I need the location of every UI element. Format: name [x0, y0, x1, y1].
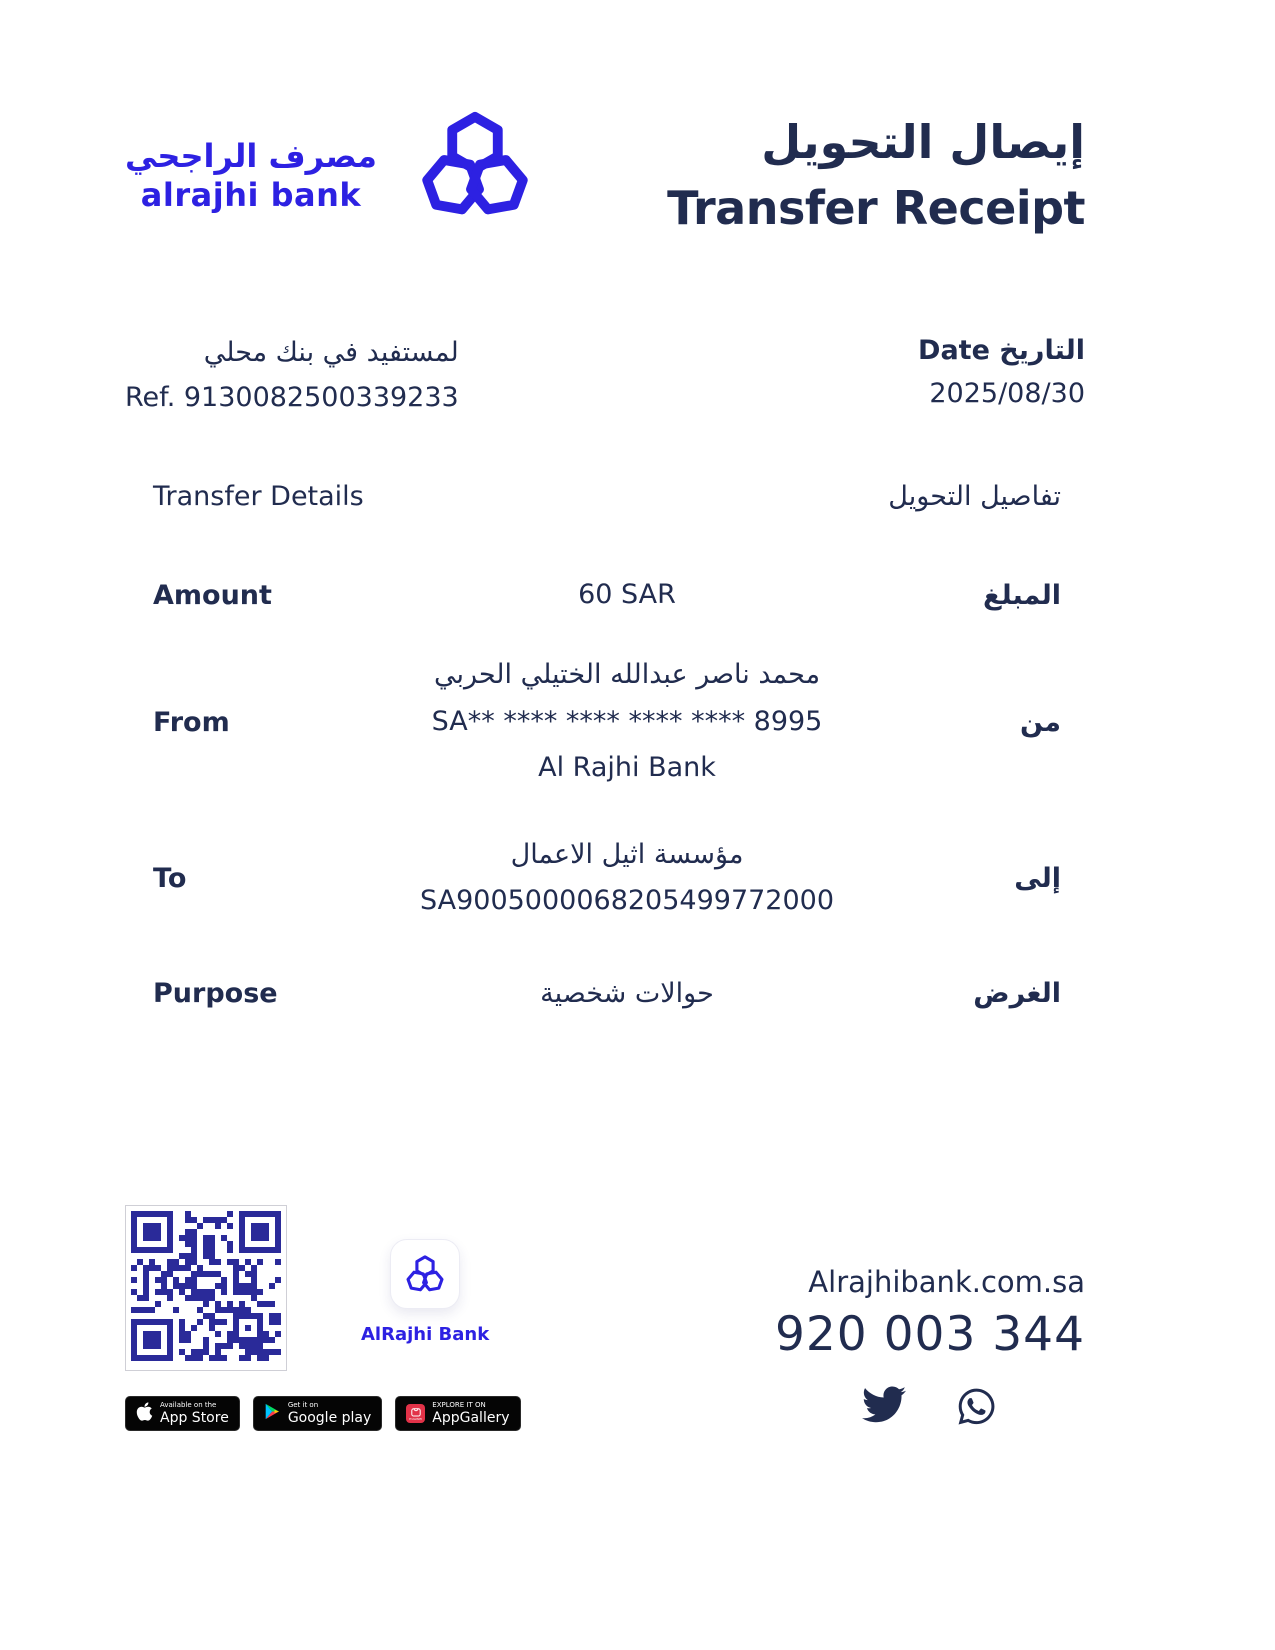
- amount-label-en: Amount: [153, 579, 272, 611]
- google-play-badge[interactable]: Get it on Google play: [253, 1396, 382, 1431]
- reference-number: Ref. 9130082500339233: [125, 381, 459, 413]
- beneficiary-iban: SA9005000068205499772000: [419, 885, 835, 917]
- page-title-english: Transfer Receipt: [667, 180, 1085, 235]
- purpose-label-ar: الغرض: [973, 978, 1061, 1010]
- beneficiary-note: لمستفيد في بنك محلي: [203, 336, 459, 368]
- beneficiary-name: مؤسسة اثيل الاعمال: [510, 838, 744, 870]
- alrajhi-app-icon: [390, 1239, 460, 1309]
- app-store-badge[interactable]: Available on the App Store: [125, 1396, 240, 1431]
- whatsapp-icon[interactable]: [956, 1386, 997, 1431]
- twitter-icon[interactable]: [862, 1386, 906, 1431]
- header: [125, 106, 1085, 235]
- from-label-ar: من: [1019, 706, 1061, 738]
- from-row: [153, 652, 1061, 791]
- purpose-label-en: Purpose: [153, 978, 278, 1010]
- purpose-value: حوالات شخصية: [540, 977, 714, 1009]
- bank-website: Alrajhibank.com.sa: [808, 1265, 1085, 1300]
- amount-row: [153, 572, 1061, 618]
- section-title-english: Transfer Details: [153, 480, 364, 512]
- amount-label-ar: المبلغ: [983, 579, 1061, 611]
- date-value: 2025/08/30: [929, 377, 1085, 409]
- bank-logo-english-text: alrajhi bank: [140, 176, 362, 214]
- amount-value: 60 SAR: [578, 578, 676, 610]
- section-title-arabic: تفاصيل التحويل: [888, 480, 1061, 512]
- bank-logo: [125, 106, 533, 224]
- date-label: التاريخ Date: [918, 334, 1085, 366]
- apple-icon: [136, 1401, 153, 1426]
- to-label-ar: إلى: [1014, 862, 1061, 894]
- app-name-label: AlRajhi Bank: [361, 1324, 490, 1346]
- reference-date-section: [125, 335, 1085, 413]
- store-badges: [125, 1396, 521, 1431]
- alrajhi-logo-icon: [417, 106, 533, 224]
- huawei-appgallery-icon: HUAWEI: [406, 1404, 425, 1423]
- from-label-en: From: [153, 706, 230, 738]
- bank-logo-arabic-text: مصرف الراجحي: [125, 137, 377, 175]
- to-label-en: To: [153, 862, 187, 894]
- footer: [125, 1205, 1085, 1431]
- google-play-icon: [264, 1402, 281, 1425]
- purpose-row: [153, 971, 1061, 1017]
- page-title-arabic: إيصال التحويل: [761, 115, 1085, 169]
- bank-phone-number: 920 003 344: [774, 1307, 1085, 1363]
- appgallery-badge[interactable]: HUAWEI EXPLORE IT ON AppGallery: [395, 1396, 520, 1431]
- sender-account-masked: SA** **** **** **** **** 8995: [431, 705, 823, 737]
- qr-code-icon[interactable]: [125, 1205, 287, 1371]
- sender-name: محمد ناصر عبدالله الختيلي الحربي: [433, 659, 821, 691]
- to-row: [153, 832, 1061, 925]
- transfer-details-section: [125, 481, 1085, 1017]
- sender-bank: Al Rajhi Bank: [538, 752, 716, 784]
